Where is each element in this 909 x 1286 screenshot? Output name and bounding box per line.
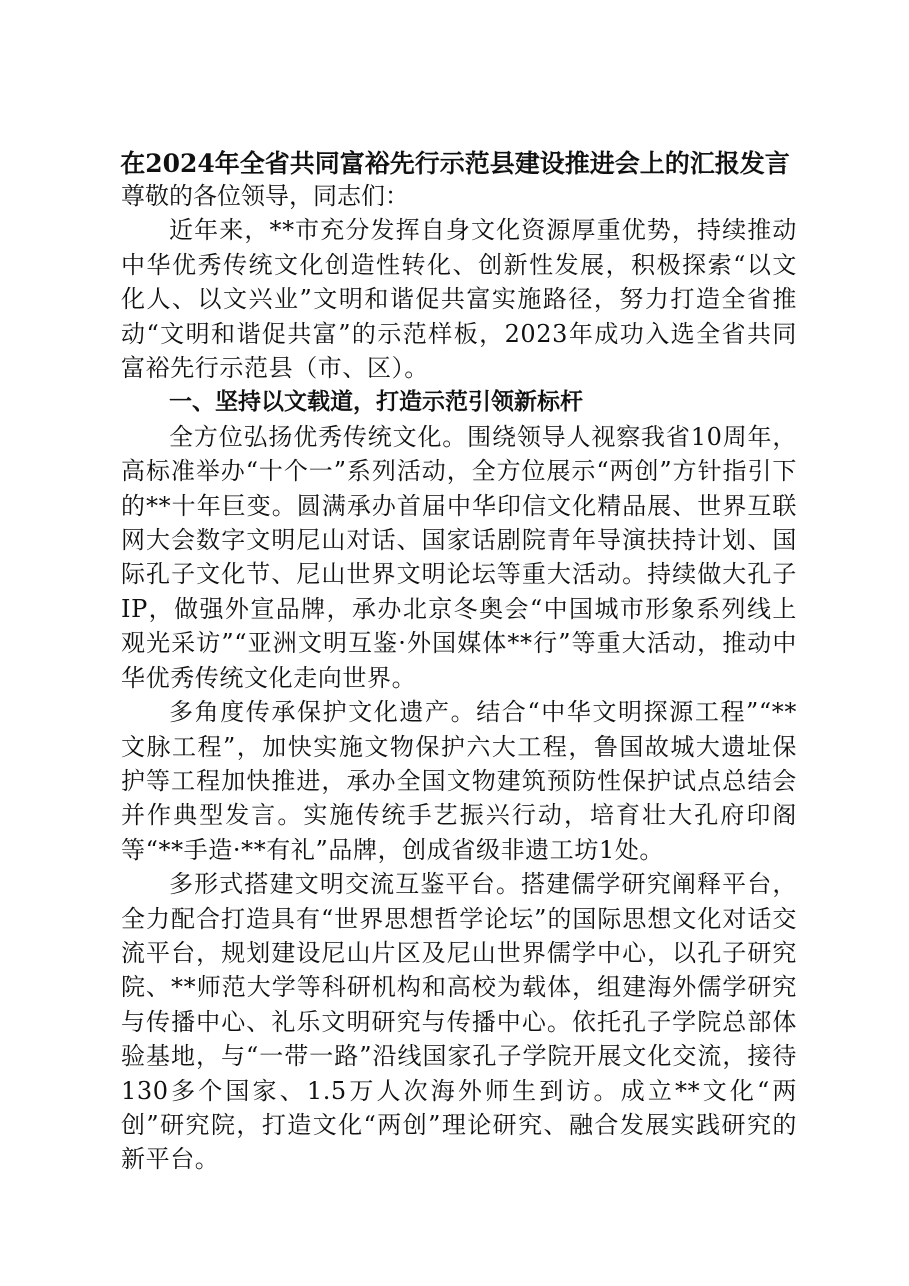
paragraph-heritage-promotion: 全方位弘扬优秀传统文化。围绕领导人视察我省10周年，高标准举办“十个一”系列活动，全方位展示“两创”方针指引下的**十年巨变。圆满承办首届中华印信文化精品展、世界互联网大会数字文明尼山对话、国家话剧院青年导演扶持计划、国际孔子文化节、尼山世界文明论坛等重大活动。持续做大孔子IP，做强外宣品牌，承办北京冬奥会“中国城市形象系列线上观光采访”“亚洲文明互鉴·外国媒体**行”等重大活动，推动中华优秀传统文化走向世界。 (121, 422, 797, 692)
salutation: 尊敬的各位领导，同志们： (121, 182, 409, 210)
intro-paragraph: 近年来，**市充分发挥自身文化资源厚重优势，持续推动中华优秀传统文化创造性转化、创新性发展，积极探索“以文化人、以文兴业”文明和谐促共富实施路径，努力打造全省推动“文明和谐促共富”的示范样板，2023年成功入选全省共同富裕先行示范县（市、区）。 (121, 216, 797, 383)
document-title: 在2024年全省共同富裕先行示范县建设推进会上的汇报发言 (120, 149, 790, 178)
document-body (121, 179, 797, 1177)
section-heading: 一、坚持以文载道，打造示范引领新标杆 (169, 389, 583, 416)
paragraph-heritage-protection: 多角度传承保护文化遗产。结合“中华文明探源工程”“**文脉工程”，加快实施文物保护六大工程，鲁国故城大遗址保护等工程加快推进，承办全国文物建筑预防性保护试点总结会并作典型发言。实施传统手艺振兴行动，培育壮大孔府印阁等“**手造·**有礼”品牌，创成省级非遗工坊1处。 (121, 698, 797, 864)
paragraph-exchange-platform: 多形式搭建文明交流互鉴平台。搭建儒学研究阐释平台，全力配合打造具有“世界思想哲学论坛”的国际思想文化对话交流平台，规划建设尼山片区及尼山世界儒学中心，以孔子研究院、**师范大学等科研机构和高校为载体，组建海外儒学研究与传播中心、礼乐文明研究与传播中心。依托孔子学院总部体验基地，与“一带一路”沿线国家孔子学院开展文化交流，接待130多个国家、1.5万人次海外师生到访。成立**文化“两创”研究院，打造文化“两创”理论研究、融合发展实践研究的新平台。 (121, 870, 797, 1174)
